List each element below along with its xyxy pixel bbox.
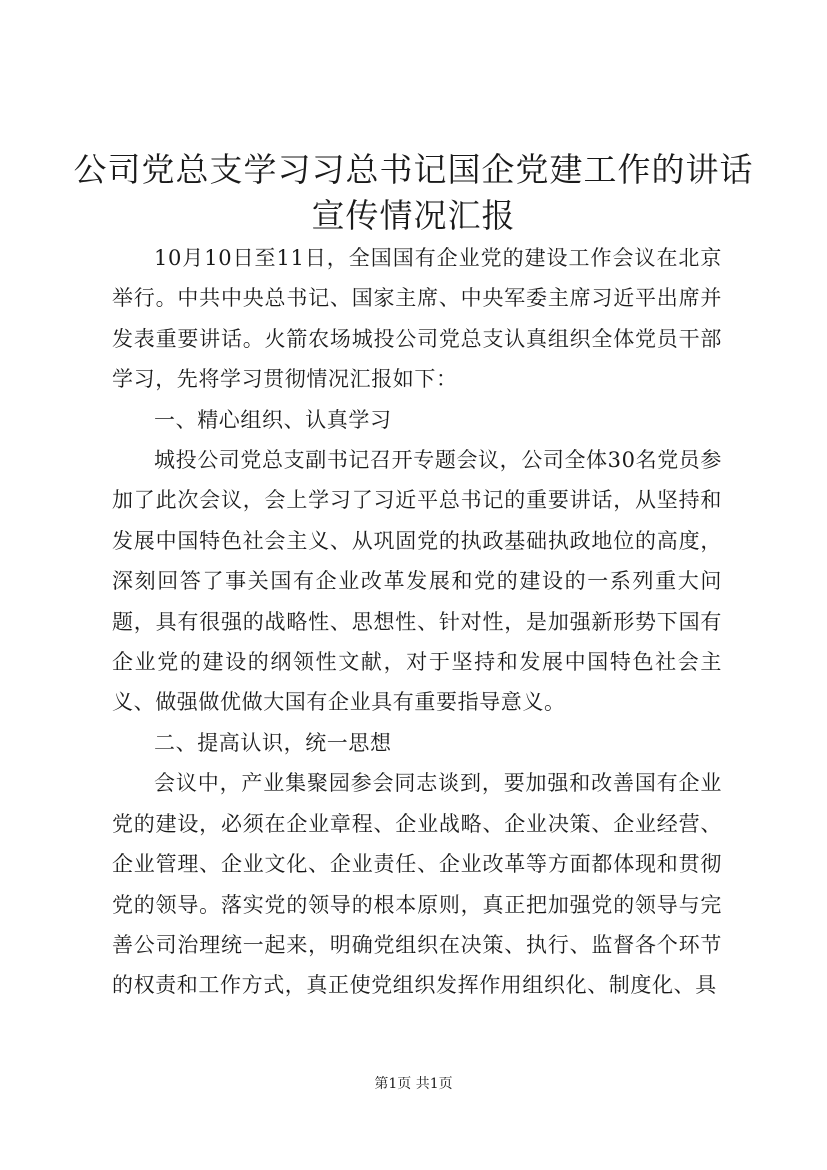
section-heading-2: 二、提高认识，统一思想 xyxy=(154,730,392,755)
paragraph-section-2: 会议中，产业集聚园参会同志谈到，要加强和改善国有企业党的建设，必须在企业章程、企业战略、企业决策、企业经营、企业管理、企业文化、企业责任、企业改革等方面都体现和贯彻党的领导。落实党的领导的根本原则，真正把加强党的领导与完善公司治理统一起来，明确党组织在决策、执行、监督各个环节的权责和工作方式，真正使党组织发挥作用组织化、制度化、具 xyxy=(112,771,722,998)
section-heading-1: 一、精心组织、认真学习 xyxy=(154,407,392,432)
paragraph-intro: 10月10日至11日，全国国有企业党的建设工作会议在北京举行。中共中央总书记、国家主席、中央军委主席习近平出席并发表重要讲话。火箭农场城投公司党总支认真组织全体党员干部学习，先将学习贯彻情况汇报如下： xyxy=(112,246,722,392)
document-title-line-2: 宣传情况汇报 xyxy=(311,196,516,235)
document-body xyxy=(112,238,722,1006)
paragraph-section-1: 城投公司党总支副书记召开专题会议，公司全体30名党员参加了此次会议，会上学习了习近平总书记的重要讲话，从坚持和发展中国特色社会主义、从巩固党的执政基础执政地位的高度，深刻回答了事关国有企业改革发展和党的建设的一系列重大问题，具有很强的战略性、思想性、针对性，是加强新形势下国有企业党的建设的纲领性文献，对于坚持和发展中国特色社会主义、做强做优做大国有企业具有重要指导意义。 xyxy=(112,448,722,715)
page-number-footer: 第1页 共1页 xyxy=(374,1076,453,1092)
document-title-line-1: 公司党总支学习习总书记国企党建工作的讲话 xyxy=(73,150,754,189)
